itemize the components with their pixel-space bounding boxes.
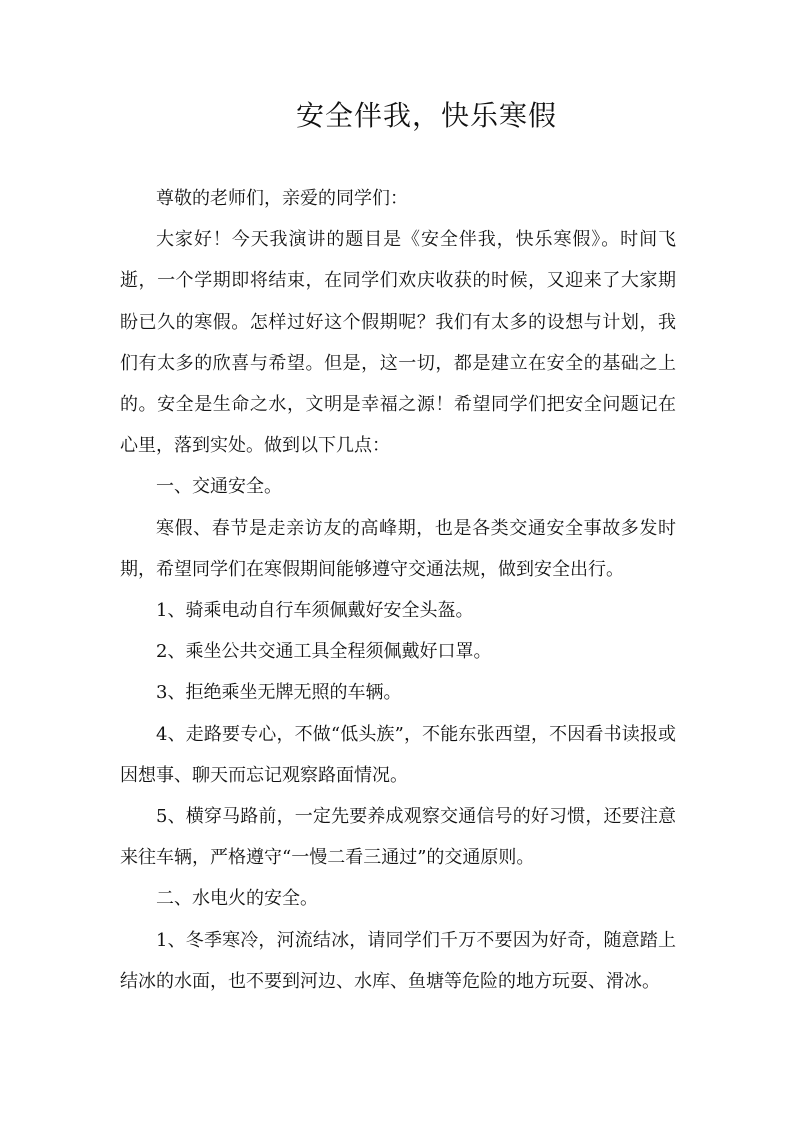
traffic-item-2: 2、乘坐公共交通工具全程须佩戴好口罩。: [156, 641, 492, 663]
document-body: [120, 178, 676, 1002]
paragraph-salutation: 尊敬的老师们，亲爱的同学们：: [156, 188, 408, 209]
document-title: 安全伴我，快乐寒假: [295, 99, 557, 132]
traffic-item-5: 5、横穿马路前，一定先要养成观察交通信号的好习惯，还要注意来往车辆，严格遵守“一慢二看三通过”的交通原则。: [120, 806, 676, 869]
traffic-item-4: 4、走路要专心，不做“低头族”，不能东张西望，不因看书读报或因想事、聊天而忘记观察路面情况。: [120, 723, 676, 786]
paragraph-traffic: 寒假、春节是走亲访友的高峰期，也是各类交通安全事故多发时期，希望同学们在寒假期间能够遵守交通法规，做到安全出行。: [120, 517, 676, 580]
traffic-item-3: 3、拒绝乘坐无牌无照的车辆。: [156, 682, 402, 704]
section-heading-traffic: 一、交通安全。: [156, 476, 282, 498]
section-heading-water-electric-fire: 二、水电火的安全。: [156, 888, 318, 910]
traffic-item-1: 1、骑乘电动自行车须佩戴好安全头盔。: [156, 600, 474, 622]
safety-item-1: 1、冬季寒冷，河流结冰，请同学们千万不要因为好奇，随意踏上结冰的水面，也不要到河边、水库、鱼塘等危险的地方玩耍、滑冰。: [120, 929, 676, 992]
paragraph-intro: 大家好！今天我演讲的题目是《安全伴我，快乐寒假》。时间飞逝，一个学期即将结束，在同学们欢庆收获的时候，又迎来了大家期盼已久的寒假。怎样过好这个假期呢？我们有太多的设想与计划，我们有太多的欣喜与希望。但是，这一切，都是建立在安全的基础之上的。安全是生命之水，文明是幸福之源！希望同学们把安全问题记在心里，落到实处。做到以下几点：: [120, 229, 676, 457]
